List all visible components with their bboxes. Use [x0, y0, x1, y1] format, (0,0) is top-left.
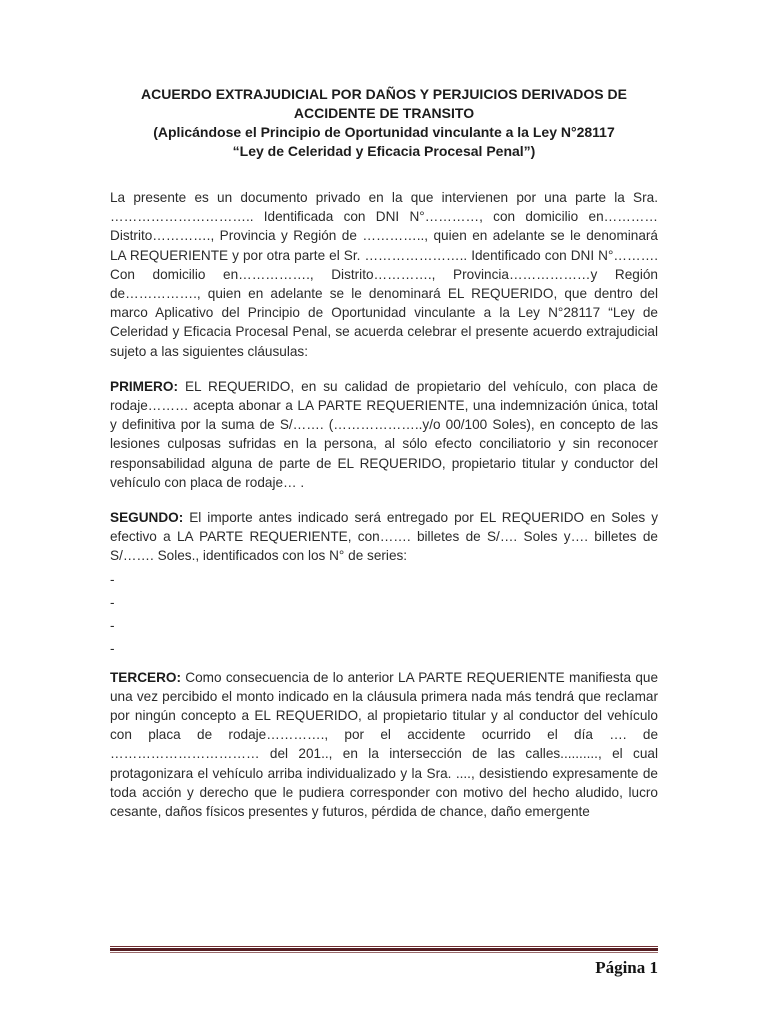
subtitle-line-1: (Aplicándose el Principio de Oportunidad vinculante a la Ley N°28117 — [153, 124, 615, 140]
clause-primero-label: PRIMERO: — [110, 378, 178, 394]
document-content — [110, 85, 658, 821]
clause-tercero-text: Como consecuencia de lo anterior LA PARTE REQUERIENTE manifiesta que una vez percibido el monto indicado en la cláusula primera nada más tendrá que reclamar por ningún concepto a EL REQUERIDO, al propietario titular y al conductor del vehículo con placa de rodaje…………., por el accidente ocurrido el día …. de …………………………… del 201.., en la intersección de las calles.........., el cual protagonizara el vehículo arriba individualizado y la Sra. ...., desistiendo expresamente de toda acción y derecho que le pudiera corresponder con motivo del hecho aludido, lucro cesante, daños físicos presentes y futuros, pérdida de chance, daño emergente — [110, 669, 658, 820]
clause-tercero — [110, 668, 658, 822]
page-number: Página 1 — [595, 958, 658, 977]
footer-rule — [110, 946, 658, 953]
title-line-2: ACCIDENTE DE TRANSITO — [293, 105, 475, 121]
subtitle-line-2: “Ley de Celeridad y Eficacia Procesal Penal”) — [232, 143, 536, 159]
series-list-item: - — [110, 640, 115, 656]
document-title — [110, 85, 658, 161]
series-list-item: - — [110, 571, 115, 587]
page-footer — [110, 946, 658, 978]
clause-segundo — [110, 508, 658, 566]
title-line-1: ACUERDO EXTRAJUDICIAL POR DAÑOS Y PERJUICIOS DERIVADOS DE — [141, 86, 627, 102]
series-list-item: - — [110, 594, 115, 610]
intro-paragraph — [110, 188, 658, 361]
clause-primero — [110, 377, 658, 492]
clause-tercero-label: TERCERO: — [110, 669, 181, 685]
footer-rule-thin-bottom — [110, 952, 658, 953]
series-list — [110, 568, 658, 660]
intro-text: La presente es un documento privado en la que intervienen por una parte la Sra. ………………………….. Identificada con DNI N°…………, con domicilio en………… Distrito…………., Provincia y Región de ………….., quien en adelante se le denominará LA REQUERIENTE y por otra parte el Sr. ………………….. Identificado con DNI N°………. Con domicilio en……………., Distrito…………., Provincia………………y Región de……………., quien en adelante se le denominará EL REQUERIDO, que dentro del marco Aplicativo del Principio de Oportunidad vinculante a la Ley N°28117 “Ley de Celeridad y Eficacia Procesal Penal, se acuerda celebrar el presente acuerdo extrajudicial sujeto a las siguientes cláusulas: — [110, 190, 658, 359]
series-list-item: - — [110, 617, 115, 633]
clause-segundo-label: SEGUNDO: — [110, 510, 184, 526]
clause-primero-text: EL REQUERIDO, en su calidad de propietario del vehículo, con placa de rodaje……… acepta abonar a LA PARTE REQUERIENTE, una indemnización única, total y definitiva por la suma de S/……. (………………..y/o 00/100 Soles), en concepto de las lesiones culposas sufridas en la persona, al sólo efecto conciliatorio y sin reconocer responsabilidad alguna de parte de EL REQUERIDO, propietario titular y conductor del vehículo con placa de rodaje… . — [110, 378, 658, 490]
clause-segundo-text: El importe antes indicado será entregado por EL REQUERIDO en Soles y efectivo a LA PARTE REQUERIENTE, con……. billetes de S/…. Soles y…. billetes de S/……. Soles., identificados con los N° de series: — [110, 510, 658, 564]
